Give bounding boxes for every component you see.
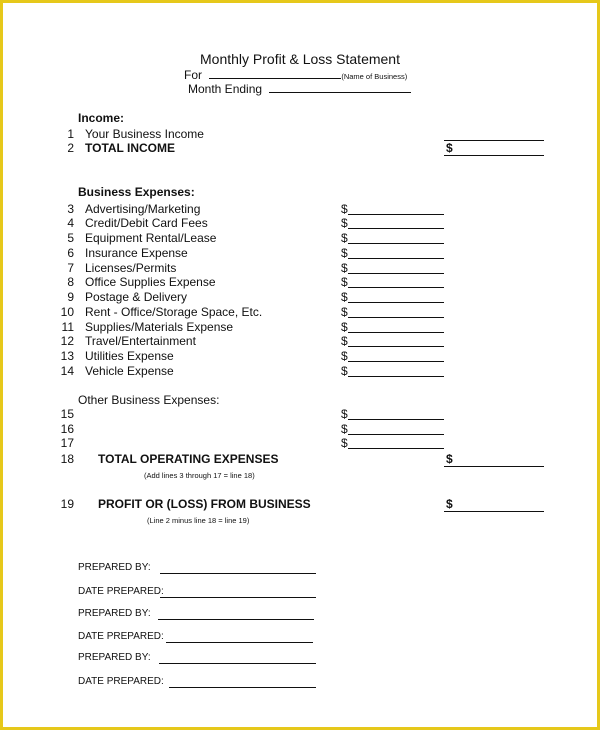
expense-row-label: Licenses/Permits (85, 261, 177, 275)
signature-label: PREPARED BY: (78, 562, 151, 573)
expense-amount-field[interactable] (348, 317, 444, 318)
expense-amount-field[interactable] (348, 346, 444, 347)
signature-field[interactable] (166, 642, 313, 643)
row-number: 4 (67, 216, 74, 230)
other-expense-amount-field[interactable] (348, 448, 444, 449)
currency-sign: $ (341, 246, 348, 260)
currency-sign: $ (341, 334, 348, 348)
profit-loss-note: (Line 2 minus line 18 = line 19) (147, 516, 250, 525)
expense-amount-field[interactable] (348, 243, 444, 244)
total-income-label: TOTAL INCOME (85, 141, 175, 155)
expense-row-label: Supplies/Materials Expense (85, 320, 234, 334)
expense-row-label: Rent - Office/Storage Space, Etc. (85, 305, 263, 319)
row-number: 2 (67, 141, 74, 155)
business-name-hint: (Name of Business) (341, 72, 408, 81)
row-number: 10 (60, 305, 74, 319)
total-operating-note: (Add lines 3 through 17 = line 18) (144, 471, 255, 480)
signature-field[interactable] (169, 687, 316, 688)
currency-sign: $ (341, 349, 348, 363)
expense-amount-field[interactable] (348, 376, 444, 377)
currency-sign: $ (341, 231, 348, 245)
row-number: 17 (60, 436, 74, 450)
expense-amount-field[interactable] (348, 287, 444, 288)
signature-label: PREPARED BY: (78, 652, 151, 663)
expense-amount-field[interactable] (348, 228, 444, 229)
signature-field[interactable] (160, 597, 316, 598)
currency-sign: $ (341, 216, 348, 230)
month-ending-field[interactable] (269, 81, 411, 93)
total-operating-label: TOTAL OPERATING EXPENSES (98, 452, 279, 466)
income-amount-field[interactable] (444, 140, 544, 141)
currency-sign: $ (446, 141, 453, 155)
expense-row-label: Insurance Expense (85, 246, 188, 260)
row-number: 12 (60, 334, 74, 348)
profit-loss-label: PROFIT OR (LOSS) FROM BUSINESS (98, 497, 311, 511)
business-name-field[interactable] (209, 67, 341, 79)
expense-amount-field[interactable] (348, 361, 444, 362)
total-operating-field[interactable] (444, 466, 544, 467)
expense-row-label: Postage & Delivery (85, 290, 188, 304)
expense-row-label: Office Supplies Expense (85, 275, 216, 289)
expense-amount-field[interactable] (348, 273, 444, 274)
expense-row-label: Travel/Entertainment (85, 334, 196, 348)
page-title: Monthly Profit & Loss Statement (200, 51, 400, 67)
signature-label: PREPARED BY: (78, 608, 151, 619)
currency-sign: $ (341, 422, 348, 436)
row-number: 18 (60, 452, 74, 466)
expense-amount-field[interactable] (348, 214, 444, 215)
row-number: 7 (67, 261, 74, 275)
total-income-field[interactable] (444, 155, 544, 156)
currency-sign: $ (341, 364, 348, 378)
expense-row-label: Equipment Rental/Lease (85, 231, 217, 245)
currency-sign: $ (341, 305, 348, 319)
for-label: For (184, 68, 202, 82)
income-heading: Income: (78, 111, 125, 125)
currency-sign: $ (341, 261, 348, 275)
signature-field[interactable] (158, 619, 314, 620)
row-number: 8 (67, 275, 74, 289)
currency-sign: $ (446, 497, 453, 511)
currency-sign: $ (341, 202, 348, 216)
expenses-heading: Business Expenses: (78, 185, 195, 199)
profit-loss-field[interactable] (444, 511, 544, 512)
expense-amount-field[interactable] (348, 258, 444, 259)
expense-row-label: Vehicle Expense (85, 364, 174, 378)
other-expense-amount-field[interactable] (348, 419, 444, 420)
month-ending-label: Month Ending (188, 82, 263, 96)
expense-amount-field[interactable] (348, 302, 444, 303)
expense-row-label: Credit/Debit Card Fees (85, 216, 208, 230)
currency-sign: $ (341, 436, 348, 450)
row-number: 15 (60, 407, 74, 421)
row-number: 14 (60, 364, 74, 378)
signature-field[interactable] (159, 663, 316, 664)
income-row-label: Your Business Income (85, 127, 204, 141)
signature-label: DATE PREPARED: (78, 676, 164, 687)
for-line (184, 67, 407, 82)
row-number: 11 (61, 320, 74, 334)
currency-sign: $ (341, 407, 348, 421)
row-number: 16 (60, 422, 74, 436)
currency-sign: $ (341, 275, 348, 289)
row-number: 1 (67, 127, 74, 141)
row-number: 6 (67, 246, 74, 260)
row-number: 9 (67, 290, 74, 304)
currency-sign: $ (341, 320, 348, 334)
signature-label: DATE PREPARED: (78, 586, 164, 597)
document-page (3, 3, 597, 727)
row-number: 5 (67, 231, 74, 245)
currency-sign: $ (341, 290, 348, 304)
row-number: 19 (60, 497, 74, 511)
month-ending-line (188, 81, 411, 96)
currency-sign: $ (446, 452, 453, 466)
other-expenses-heading: Other Business Expenses: (78, 393, 220, 407)
expense-row-label: Utilities Expense (85, 349, 174, 363)
expense-row-label: Advertising/Marketing (85, 202, 201, 216)
row-number: 3 (67, 202, 74, 216)
signature-field[interactable] (160, 573, 316, 574)
signature-label: DATE PREPARED: (78, 631, 164, 642)
expense-amount-field[interactable] (348, 332, 444, 333)
row-number: 13 (60, 349, 74, 363)
other-expense-amount-field[interactable] (348, 434, 444, 435)
